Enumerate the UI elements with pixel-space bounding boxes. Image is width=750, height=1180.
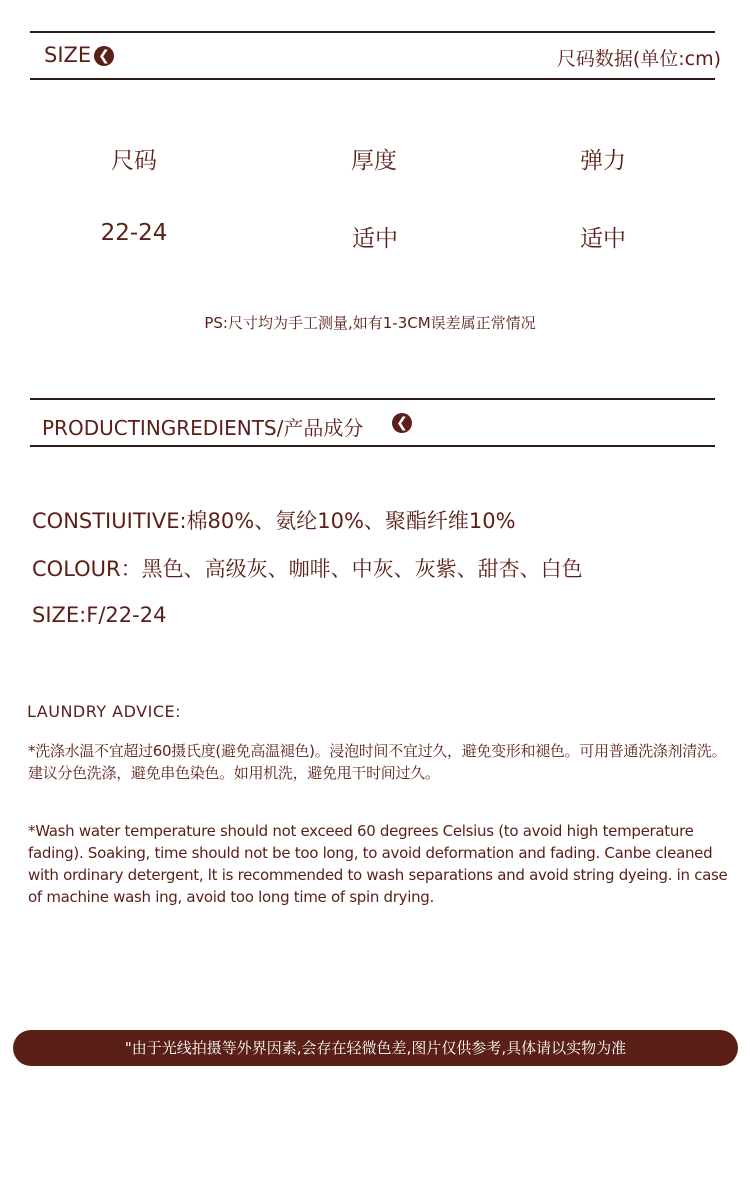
size-header-bottom-rule	[30, 78, 715, 80]
product-section-title: PRODUCTINGREDIENTS/产品成分	[42, 416, 364, 440]
size-header	[30, 33, 721, 79]
chevron-left-circle-icon: ❮	[392, 413, 412, 433]
size-section-title: SIZE	[44, 43, 92, 67]
measurement-note: PS:尺寸均为手工测量,如有1-3CM误差属正常情况	[204, 314, 536, 332]
product-header-bottom-rule	[30, 445, 715, 447]
laundry-text-en: *Wash water temperature should not exceed 60 degrees Celsius (to avoid high temperature fading). Soaking, time should not be too long, to avoid deformation and fading. Canbe cleaned with ordinary detergent, lt is recommended to wash separations and avoid string dyeing. in case of machine wash ing, avoid too long time of spin drying.	[28, 822, 728, 906]
size-line: SIZE:F/22-24	[32, 603, 167, 627]
size-table-header: 尺码	[111, 148, 157, 174]
size-table-header: 弹力	[580, 148, 626, 174]
color-disclaimer-banner: "由于光线拍摄等外界因素,会存在轻微色差,图片仅供参考,具体请以实物为准	[13, 1030, 738, 1066]
colour-line: COLOUR：黑色、高级灰、咖啡、中灰、灰紫、甜杏、白色	[32, 557, 583, 581]
size-table-header: 厚度	[351, 148, 397, 174]
product-header	[30, 400, 715, 446]
laundry-heading: LAUNDRY ADVICE:	[27, 702, 181, 721]
laundry-text-cn: *洗涤水温不宜超过60摄氏度(避免高温褪色)。浸泡时间不宜过久，避免变形和褪色。可用普通洗涤剂清洗。建议分色洗涤，避免串色染色。如用机洗，避免甩干时间过久。	[28, 742, 727, 782]
chevron-left-circle-icon: ❮	[94, 46, 114, 66]
size-table-cell: 适中	[352, 226, 398, 252]
size-table-cell: 适中	[580, 226, 626, 252]
size-table-cell: 22-24	[100, 220, 168, 246]
constituent-line: CONSTIUITIVE:棉80%、氨纶10%、聚酯纤维10%	[32, 509, 516, 533]
size-unit-label: 尺码数据(单位:cm)	[556, 48, 721, 70]
